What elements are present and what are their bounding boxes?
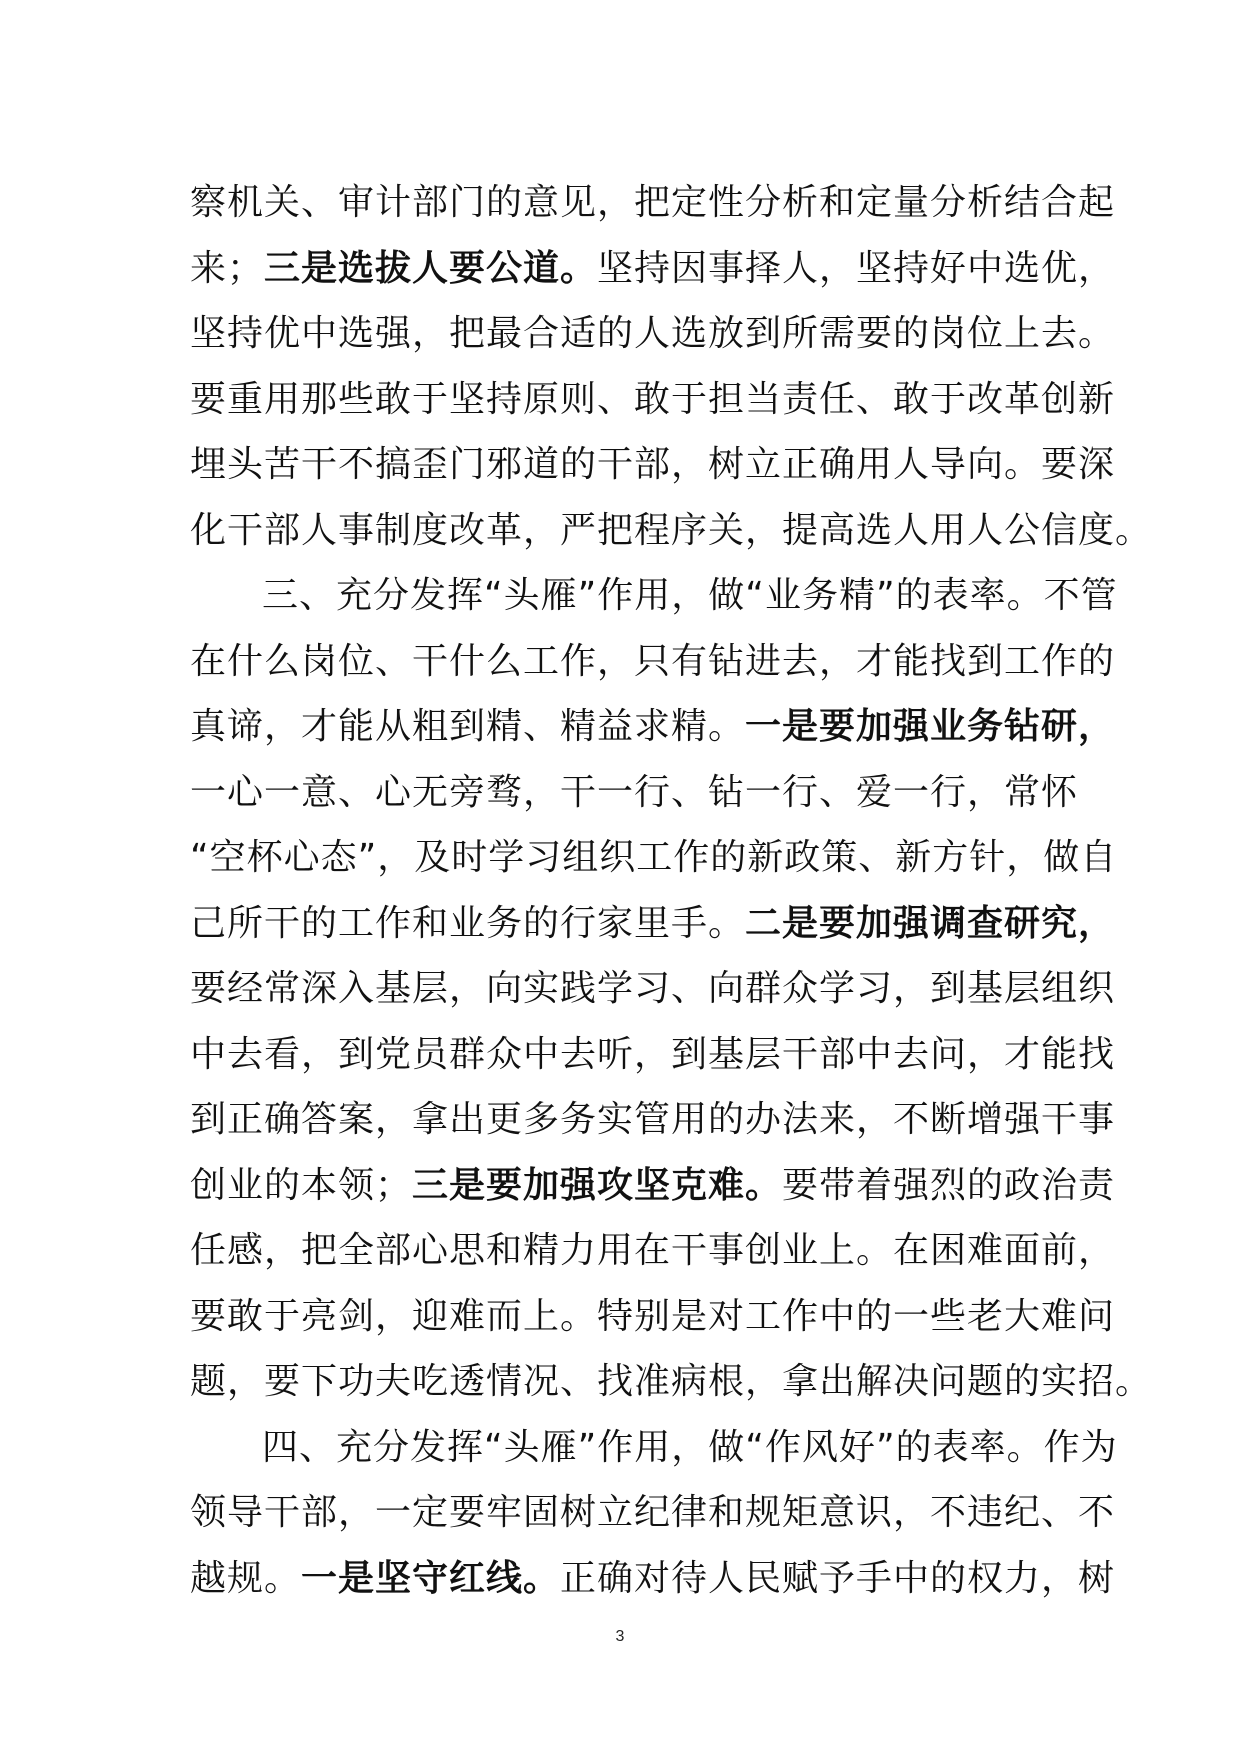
text-run: 来； — [190, 247, 265, 289]
text-line — [190, 1415, 1118, 1481]
text-line — [190, 301, 1116, 367]
text-run: 己所干的工作和业务的行家里手。 — [190, 902, 746, 944]
bold-text-run: 二是要加强调查研究， — [745, 902, 1116, 944]
text-line — [190, 1349, 1153, 1415]
text-run: 真谛，才能从粗到精、精益求精。 — [190, 706, 746, 747]
document-body — [190, 170, 1153, 1611]
text-run: 要经常深入基层，向实践学习、向群众学习，到基层组织 — [190, 968, 1116, 1009]
text-line — [190, 1480, 1116, 1546]
text-run: 坚持因事择人，坚持好中选优， — [597, 247, 1116, 289]
text-line — [190, 1546, 1116, 1612]
text-run: 题，要下功夫吃透情况、找准病根，拿出解决问题的实招。 — [190, 1361, 1153, 1402]
text-line — [190, 760, 1079, 826]
text-line — [190, 629, 1116, 695]
text-line — [190, 891, 1116, 957]
text-run: 要敢于亮剑，迎难而上。特别是对工作中的一些老大难问 — [190, 1295, 1116, 1337]
text-line — [190, 825, 1118, 891]
text-run: 创业的本领； — [190, 1164, 413, 1206]
text-run: 到正确答案，拿出更多务实管用的办法来，不断增强干事 — [190, 1099, 1116, 1140]
text-line — [190, 1022, 1116, 1088]
text-line — [190, 432, 1116, 498]
text-run: 中去看，到党员群众中去听，到基层干部中去问，才能找 — [190, 1033, 1116, 1075]
text-run: 任感，把全部心思和精力用在干事创业上。在困难面前， — [190, 1230, 1116, 1271]
text-run: 三、充分发挥“头雁”作用，做“业务精”的表率。不管 — [262, 575, 1118, 616]
text-run: 正确对待人民赋予手中的权力，树 — [560, 1557, 1116, 1599]
text-run: 在什么岗位、干什么工作，只有钻进去，才能找到工作的 — [190, 640, 1116, 682]
text-run: 埋头苦干不搞歪门邪道的干部，树立正确用人导向。要深 — [190, 444, 1116, 485]
text-run: 察机关、审计部门的意见，把定性分析和定量分析结合起 — [190, 182, 1116, 223]
text-line — [190, 1218, 1116, 1284]
bold-text-run: 三是选拔人要公道。 — [264, 247, 598, 289]
text-line — [190, 956, 1116, 1022]
bold-text-run: 三是要加强攻坚克难。 — [412, 1164, 783, 1206]
text-run: 领导干部，一定要牢固树立纪律和规矩意识，不违纪、不 — [190, 1492, 1116, 1533]
text-run: 要带着强烈的政治责 — [782, 1164, 1116, 1206]
text-line — [190, 1284, 1116, 1350]
text-line — [190, 367, 1116, 433]
text-line — [190, 694, 1116, 760]
text-run: 坚持优中选强，把最合适的人选放到所需要的岗位上去。 — [190, 313, 1116, 354]
text-run: 要重用那些敢于坚持原则、敢于担当责任、敢于改革创新 — [190, 378, 1116, 420]
text-run: 化干部人事制度改革，严把程序关，提高选人用人公信度。 — [190, 509, 1153, 551]
text-run: 越规。 — [190, 1557, 302, 1599]
bold-text-run: 一是坚守红线。 — [301, 1557, 561, 1599]
text-line — [190, 563, 1118, 629]
text-line — [190, 170, 1116, 236]
text-line — [190, 1087, 1116, 1153]
text-line — [190, 236, 1116, 302]
text-line — [190, 498, 1153, 564]
page-number: 3 — [615, 1628, 625, 1645]
text-run: 一心一意、心无旁骛，干一行、钻一行、爱一行，常怀 — [190, 771, 1079, 813]
bold-text-run: 一是要加强业务钻研， — [745, 706, 1116, 747]
text-run: “空杯心态”，及时学习组织工作的新政策、新方针，做自 — [190, 837, 1118, 878]
text-run: 四、充分发挥“头雁”作用，做“作风好”的表率。作为 — [262, 1426, 1118, 1468]
text-line — [190, 1153, 1116, 1219]
